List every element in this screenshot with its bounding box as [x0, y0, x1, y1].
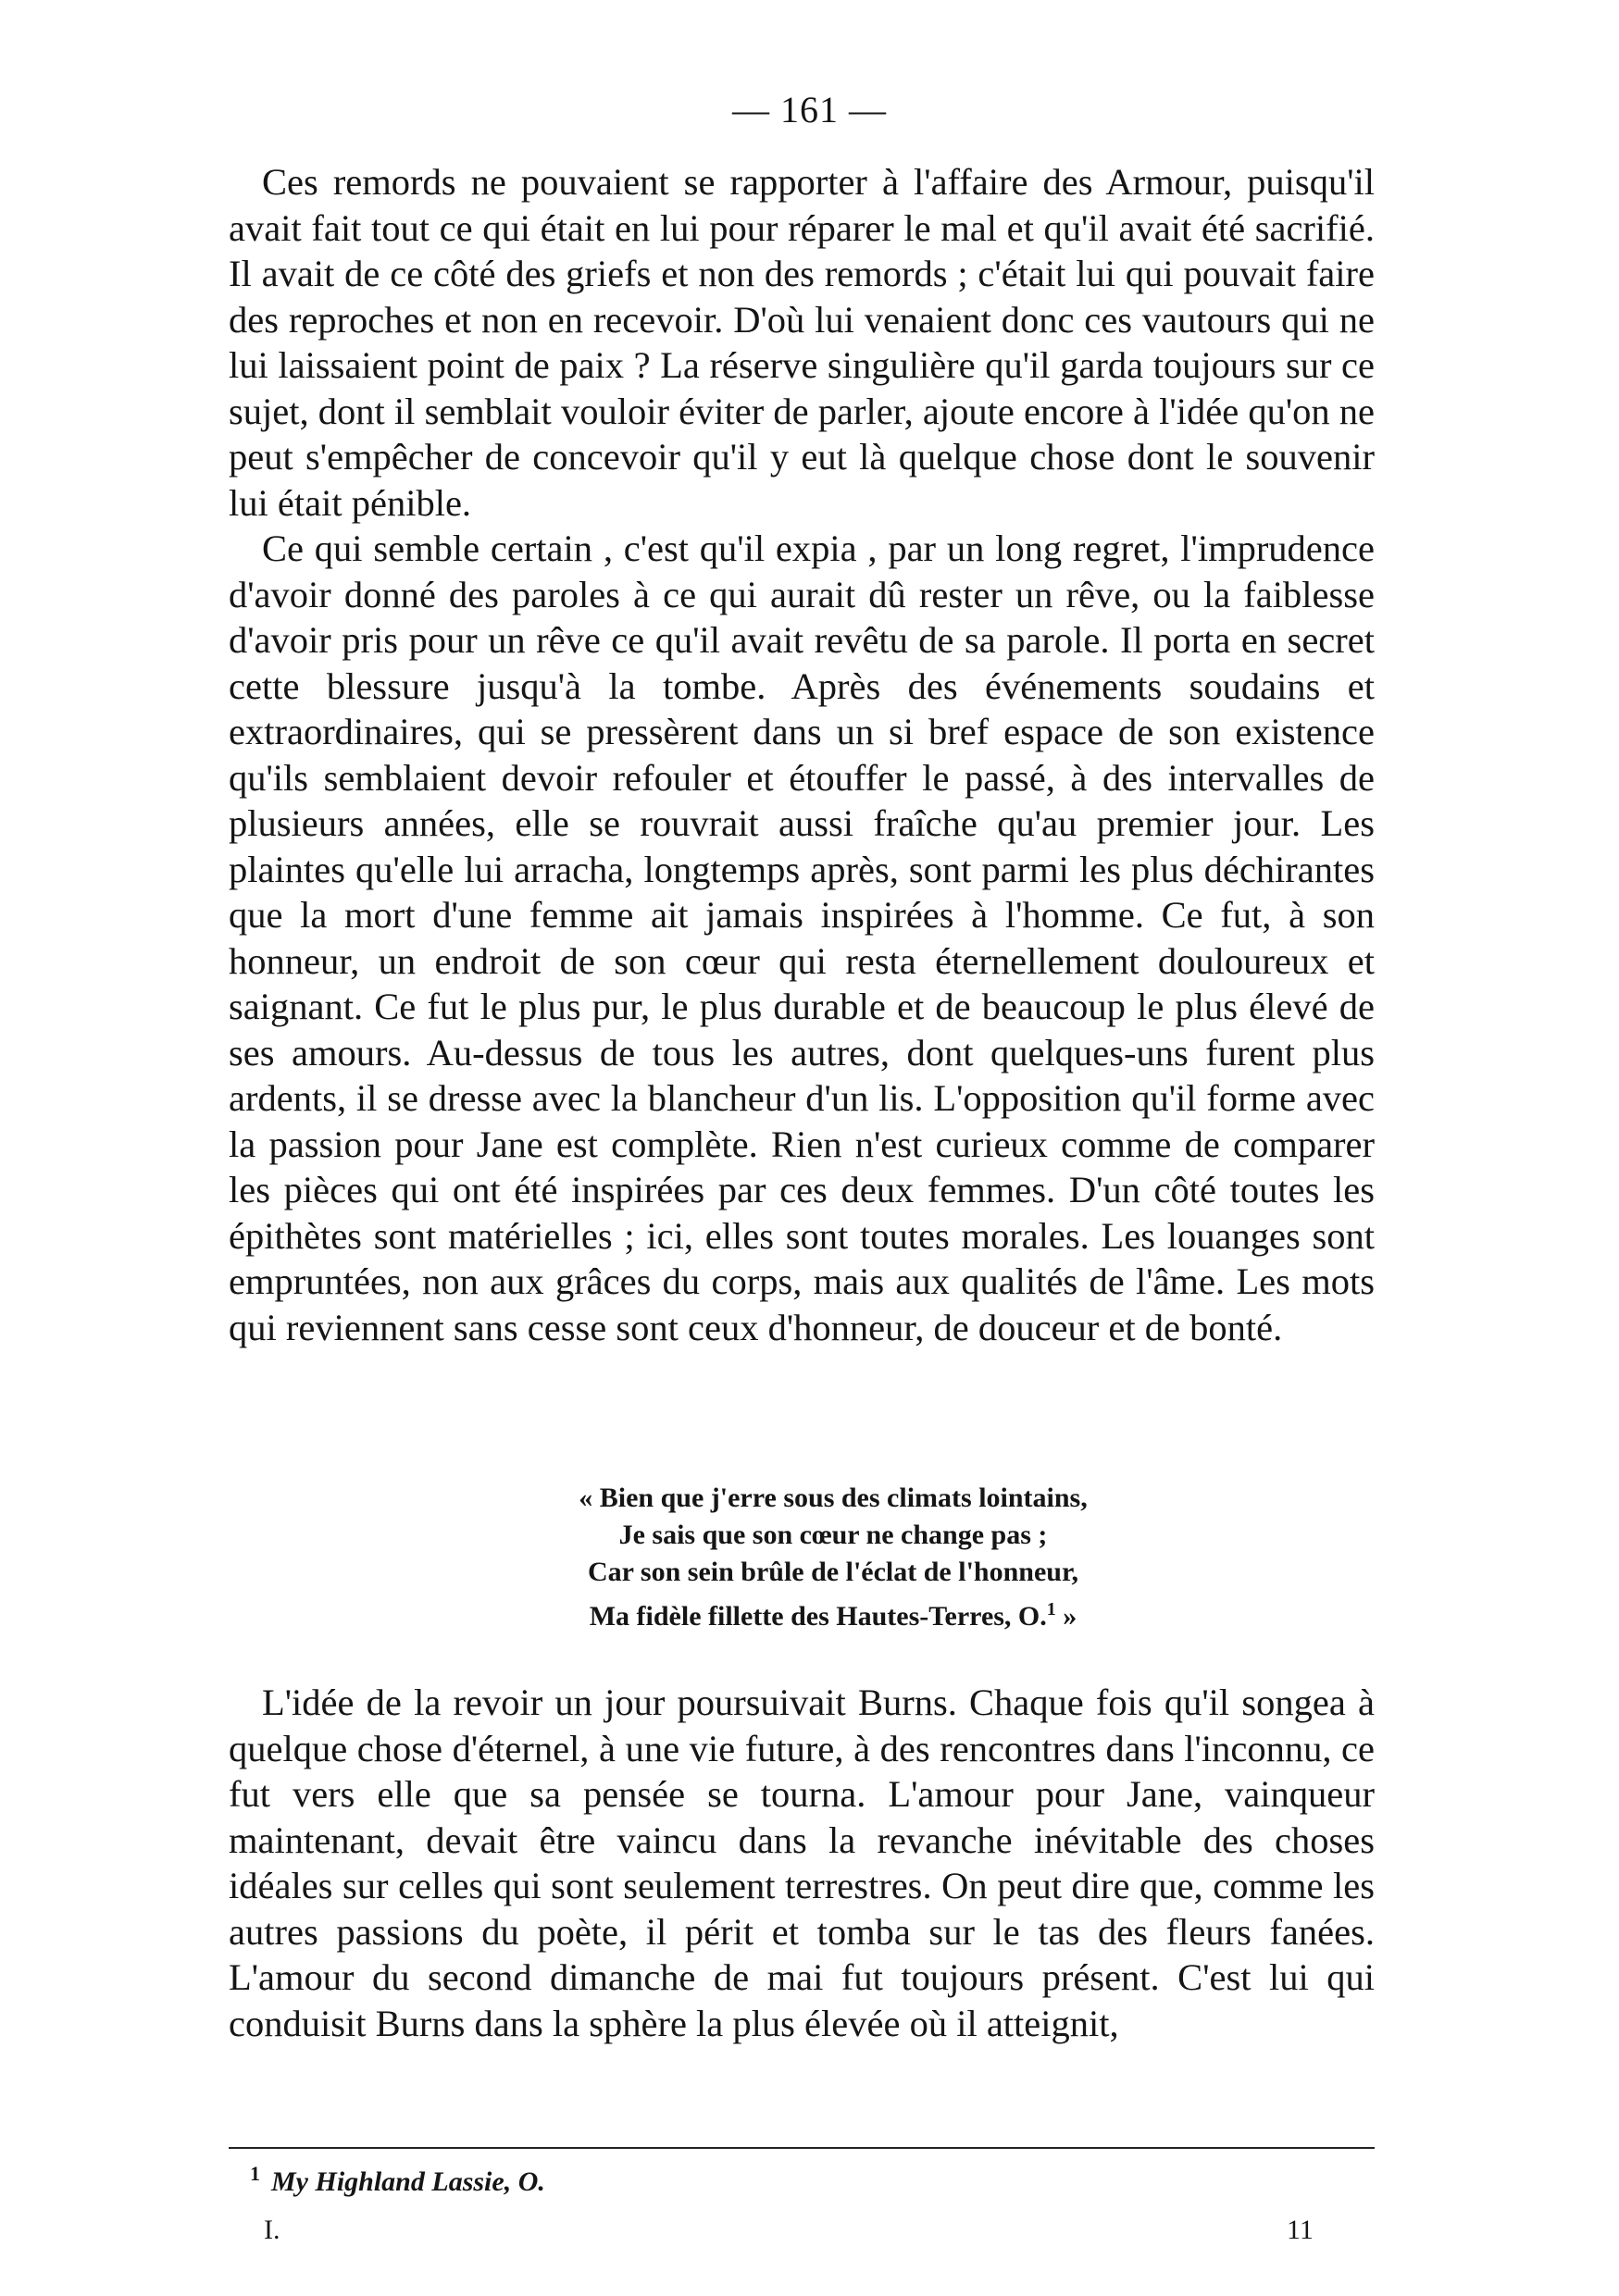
paragraph: Ce qui semble certain , c'est qu'il expia , par un long regret, l'imprudence d'avoir donné des paroles à ce qui aurait dû rester un rêve, ou la faiblesse d'avoir pris pour un rêve ce qu'il avait revêtu de sa parole. Il porta en secret cette blessure jusqu'à la tombe. Après des événements soudains et extraordinaires, qui se pressèrent dans un si bref espace de son existence qu'ils semblaient devoir refouler et étouffer le passé, à des intervalles de plusieurs années, elle se rouvrait aussi fraîche qu'au premier jour. Les plaintes qu'elle lui arracha, longtemps après, sont parmi les plus déchirantes que la mort d'une femme ait jamais inspirées à l'homme. Ce fut, à son honneur, un endroit de son cœur qui resta éternellement douloureux et saignant. Ce fut le plus pur, le plus durable et de beaucoup le plus élevé de ses amours. Au-dessus de tous les autres, dont quelques-uns furent plus ardents, il se dresse avec la blancheur d'un lis. L'opposition qu'il forme avec la passion pour Jane est complète. Rien n'est curieux comme de comparer les pièces qui ont été inspirées par ces deux femmes. D'un côté toutes les épithètes sont matérielles ; ici, elles sont toutes morales. Les louanges sont empruntées, non aux grâces du corps, mais aux qualités de l'âme. Les mots qui reviennent sans cesse sont ceux d'honneur, de douceur et de bonté.: [229, 527, 1375, 1348]
sheet-signature: 11: [1287, 2215, 1314, 2245]
page-number: — 161 —: [732, 89, 887, 130]
verse-line: « Bien que j'erre sous des climats lointains,: [579, 1483, 1088, 1513]
verse-line: Je sais que son cœur ne change pas ;: [618, 1520, 1048, 1550]
footnote-divider: [229, 2147, 1375, 2149]
verse-line-last: [500, 1591, 1166, 1635]
closing-quote: »: [1055, 1601, 1077, 1632]
volume-signature: I.: [264, 2215, 280, 2245]
footnote-text: My Highland Lassie, O.: [271, 2166, 545, 2197]
paragraph: Ces remords ne pouvaient se rapporter à l'affaire des Armour, puisqu'il avait fait tout ce qui était en lui pour réparer le mal et qu'il avait été sacrifié. Il avait de ce côté des griefs et non des remords ; c'était lui qui pouvait faire des reproches et non en recevoir. D'où lui venaient donc ces vautours qui ne lui laissaient point de paix ? La réserve singulière qu'il garda toujours sur ce sujet, dont il semblait vouloir éviter de parler, ajoute encore à l'idée qu'on ne peut s'empêcher de concevoir qu'il y eut là quelque chose dont le souvenir lui était pénible.: [229, 161, 1375, 524]
paragraph: L'idée de la revoir un jour poursuivait Burns. Chaque fois qu'il songea à quelque chose d'éternel, à une vie future, à des rencontres dans l'inconnu, ce fut vers elle que sa pensée se tourna. L'amour pour Jane, vainqueur maintenant, devait être vaincu dans la revanche inévitable des choses idéales sur celles qui sont seulement terrestres. On peut dire que, comme les autres passions du poète, il périt et tomba sur le tas des fleurs fanées. L'amour du second dimanche de mai fut toujours présent. C'est lui qui conduisit Burns dans la sphère la plus élevée où il atteignit,: [229, 1682, 1375, 2044]
footnote: [250, 2162, 545, 2198]
main-text-top: [229, 159, 1375, 1350]
verse-quote: [500, 1480, 1166, 1635]
main-text-bottom: [229, 1680, 1375, 2046]
footnote-reference: 1: [1046, 1599, 1056, 1620]
verse-line: Car son sein brûle de l'éclat de l'honneur,: [587, 1557, 1079, 1587]
footnote-marker: 1: [250, 2162, 260, 2185]
verse-line-text: Ma fidèle fillette des Hautes-Terres, O.: [589, 1601, 1047, 1632]
